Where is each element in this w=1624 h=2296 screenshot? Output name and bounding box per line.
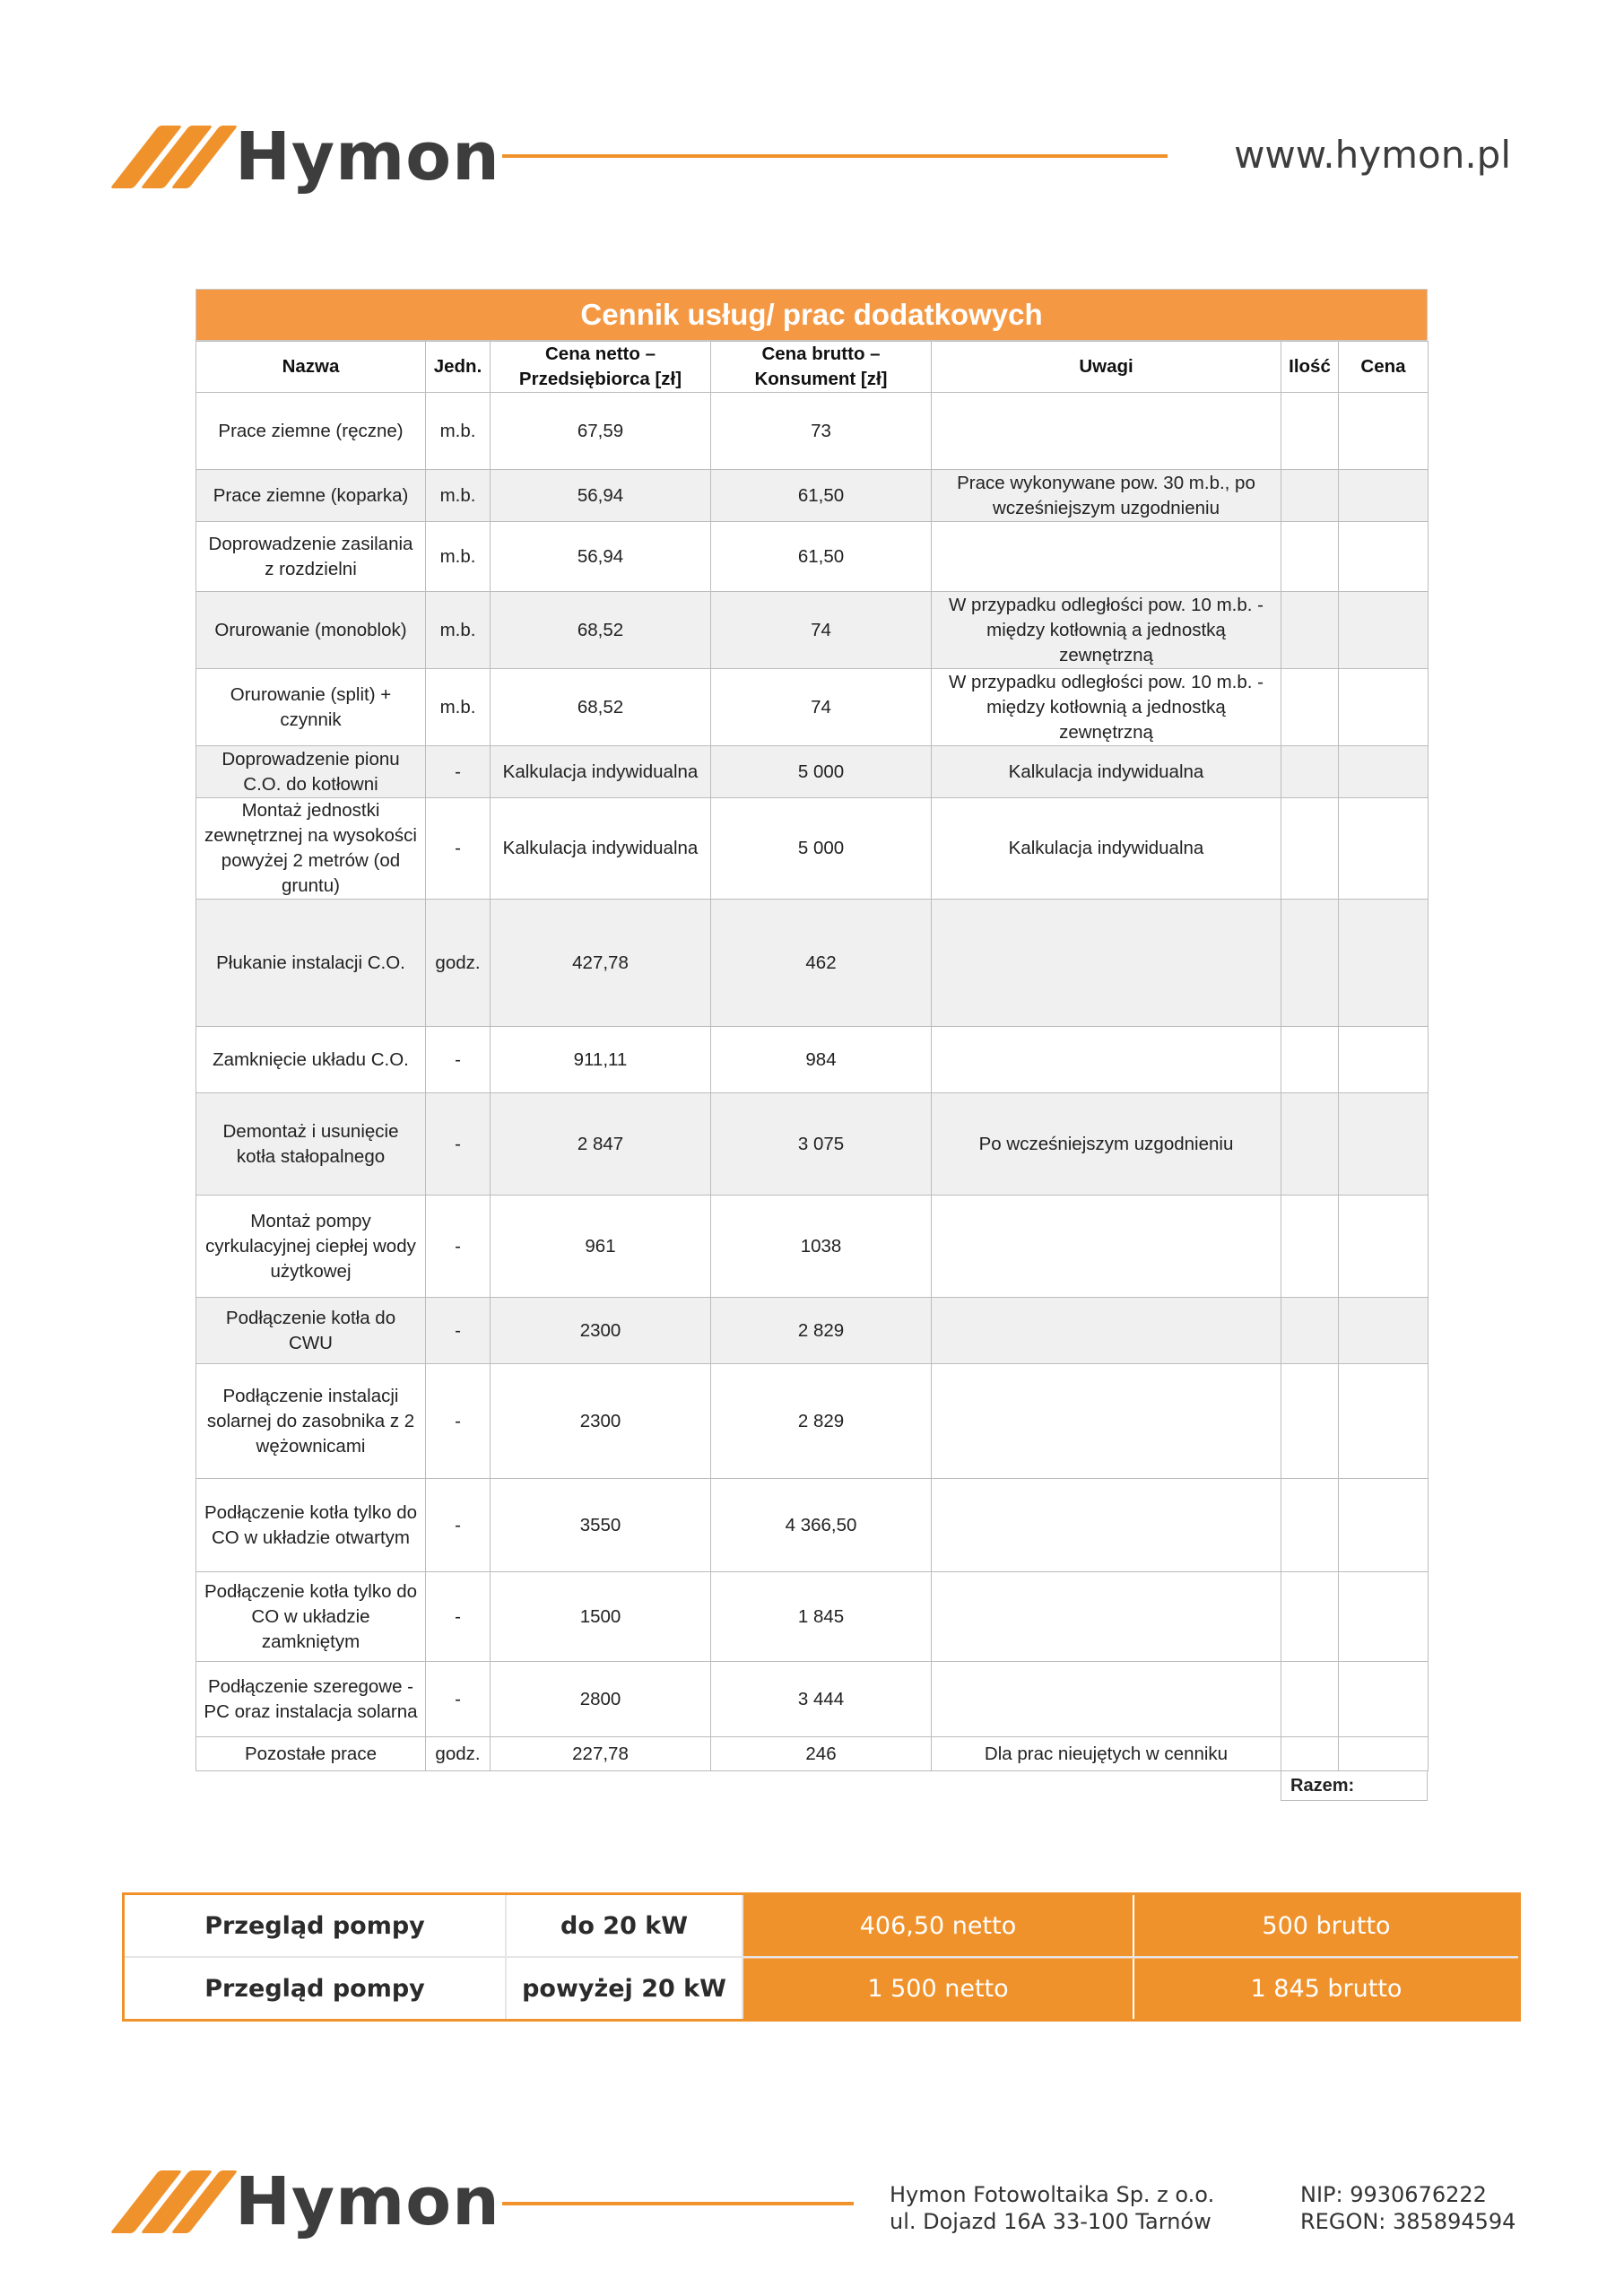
cell-price [1339,1479,1429,1572]
cell-name: Doprowadzenie pionu C.O. do kotłowni [196,746,426,798]
cell-notes: W przypadku odległości pow. 10 m.b. - między kotłownią a jednostką zewnętrzną [932,669,1281,746]
website-link[interactable]: www.hymon.pl [1234,133,1511,177]
table-row [196,900,1429,1027]
cell-gross: 1 845 [711,1572,932,1662]
cell-gross: 74 [711,592,932,669]
cell-price [1339,393,1429,470]
table-row [196,1572,1429,1662]
cell-qty [1281,470,1339,522]
table-row [196,1364,1429,1479]
cell-notes [932,900,1281,1027]
cell-notes: Kalkulacja indywidualna [932,746,1281,798]
footer-ids [1300,2181,1515,2235]
table-row [196,522,1429,592]
cell-name: Zamknięcie układu C.O. [196,1027,426,1093]
cell-gross: 2 829 [711,1364,932,1479]
cell-net: 1500 [491,1572,711,1662]
pump-review-table [122,1892,1521,2022]
col-header-gross: Cena brutto – Konsument [zł] [711,342,932,393]
cell-price [1339,592,1429,669]
cell-unit: m.b. [426,592,491,669]
cell-name: Podłączenie kotła tylko do CO w układzie zamkniętym [196,1572,426,1662]
col-header-price: Cena [1339,342,1429,393]
cell-net: 68,52 [491,669,711,746]
cell-gross: 5 000 [711,798,932,900]
table-row [196,393,1429,470]
cell-notes: Kalkulacja indywidualna [932,798,1281,900]
cell-unit: m.b. [426,470,491,522]
cell-unit: m.b. [426,393,491,470]
cell-price [1339,1298,1429,1364]
cell-gross: 61,50 [711,470,932,522]
cell-qty [1281,900,1339,1027]
total-label: Razem: [1281,1771,1428,1801]
cell-unit: m.b. [426,669,491,746]
table-row [196,1027,1429,1093]
cell-name: Doprowadzenie zasilania z rozdzielni [196,522,426,592]
table-row [196,746,1429,798]
cell-gross: 74 [711,669,932,746]
cell-name: Pozostałe prace [196,1737,426,1771]
cell-gross: 462 [711,900,932,1027]
price-table [195,341,1429,1771]
cell-name: Podłączenie kotła tylko do CO w układzie otwartym [196,1479,426,1572]
cell-qty [1281,1196,1339,1298]
cell-name: Montaż jednostki zewnętrznej na wysokości powyżej 2 metrów (od gruntu) [196,798,426,900]
footer-divider [502,2202,854,2205]
table-row [196,798,1429,900]
logo-stripes-icon [115,126,222,188]
cell-net: 911,11 [491,1027,711,1093]
cell-price [1339,470,1429,522]
cell-qty [1281,592,1339,669]
cell-notes [932,522,1281,592]
cell-unit: - [426,1027,491,1093]
review-gross-price: 500 brutto [1134,1895,1518,1956]
cell-unit: godz. [426,900,491,1027]
cell-notes [932,1298,1281,1364]
col-header-notes: Uwagi [932,342,1281,393]
cell-price [1339,669,1429,746]
pump-review-row [125,1956,1518,2019]
logo-wordmark: Hymon [235,118,500,196]
cell-price [1339,522,1429,592]
review-label: Przegląd pompy [125,1895,507,1956]
cell-gross: 3 444 [711,1662,932,1737]
table-row [196,1298,1429,1364]
table-row [196,1737,1429,1771]
cell-net: 2 847 [491,1093,711,1196]
pump-review-row [125,1895,1518,1956]
col-header-net: Cena netto – Przedsiębiorca [zł] [491,342,711,393]
cell-unit: m.b. [426,522,491,592]
cell-notes [932,1027,1281,1093]
cell-qty [1281,393,1339,470]
cell-name: Orurowanie (split) + czynnik [196,669,426,746]
col-header-unit: Jedn. [426,342,491,393]
cell-net: 2300 [491,1298,711,1364]
cell-gross: 246 [711,1737,932,1771]
cell-name: Podłączenie szeregowe - PC oraz instalacja solarna [196,1662,426,1737]
cell-notes [932,1572,1281,1662]
cell-notes: Dla prac nieujętych w cenniku [932,1737,1281,1771]
cell-net: 227,78 [491,1737,711,1771]
cell-unit: - [426,1662,491,1737]
cell-gross: 1038 [711,1196,932,1298]
table-row [196,1093,1429,1196]
cell-gross: 61,50 [711,522,932,592]
review-label: Przegląd pompy [125,1958,507,2019]
cell-price [1339,1364,1429,1479]
cell-unit: - [426,746,491,798]
cell-qty [1281,1298,1339,1364]
cell-price [1339,798,1429,900]
cell-gross: 3 075 [711,1093,932,1196]
cell-qty [1281,1364,1339,1479]
cell-gross: 2 829 [711,1298,932,1364]
cell-qty [1281,798,1339,900]
cell-net: 961 [491,1196,711,1298]
header-logo [115,118,500,196]
col-header-name: Nazwa [196,342,426,393]
cell-gross: 73 [711,393,932,470]
cell-net: 2800 [491,1662,711,1737]
cell-name: Montaż pompy cyrkulacyjnej ciepłej wody użytkowej [196,1196,426,1298]
cell-notes [932,1196,1281,1298]
cell-name: Demontaż i usunięcie kotła stałopalnego [196,1093,426,1196]
cell-price [1339,1093,1429,1196]
cell-price [1339,900,1429,1027]
header-divider [502,154,1168,158]
logo-stripes-icon [115,2170,222,2233]
review-net-price: 1 500 netto [743,1958,1134,2019]
cell-net: 68,52 [491,592,711,669]
cell-qty [1281,1662,1339,1737]
cell-qty [1281,1737,1339,1771]
cell-name: Prace ziemne (ręczne) [196,393,426,470]
cell-unit: - [426,1298,491,1364]
cell-net: 2300 [491,1364,711,1479]
cell-net: Kalkulacja indywidualna [491,798,711,900]
cell-qty [1281,1093,1339,1196]
cell-name: Płukanie instalacji C.O. [196,900,426,1027]
review-range: do 20 kW [507,1895,743,1956]
cell-gross: 4 366,50 [711,1479,932,1572]
company-address: ul. Dojazd 16A 33-100 Tarnów [890,2209,1211,2234]
cell-price [1339,1572,1429,1662]
cell-net: 427,78 [491,900,711,1027]
cell-name: Podłączenie kotła do CWU [196,1298,426,1364]
cell-price [1339,1196,1429,1298]
table-title: Cennik usług/ prac dodatkowych [195,289,1428,341]
company-name: Hymon Fotowoltaika Sp. z o.o. [890,2182,1215,2207]
cell-price [1339,1737,1429,1771]
cell-price [1339,746,1429,798]
cell-qty [1281,1027,1339,1093]
cell-notes: Po wcześniejszym uzgodnieniu [932,1093,1281,1196]
footer-logo [115,2163,500,2240]
cell-notes [932,1364,1281,1479]
table-row [196,470,1429,522]
cell-unit: - [426,798,491,900]
cell-name: Orurowanie (monoblok) [196,592,426,669]
table-row [196,592,1429,669]
company-nip: NIP: 9930676222 [1300,2182,1487,2207]
cell-notes: Prace wykonywane pow. 30 m.b., po wcześniejszym uzgodnieniu [932,470,1281,522]
cell-notes [932,1662,1281,1737]
review-gross-price: 1 845 brutto [1134,1958,1518,2019]
review-net-price: 406,50 netto [743,1895,1134,1956]
cell-qty [1281,522,1339,592]
cell-notes: W przypadku odległości pow. 10 m.b. - między kotłownią a jednostką zewnętrzną [932,592,1281,669]
cell-net: 3550 [491,1479,711,1572]
cell-net: 56,94 [491,470,711,522]
cell-price [1339,1027,1429,1093]
cell-unit: - [426,1093,491,1196]
table-row [196,669,1429,746]
logo-wordmark: Hymon [235,2163,500,2240]
cell-net: 56,94 [491,522,711,592]
cell-gross: 5 000 [711,746,932,798]
footer-company [890,2181,1214,2235]
price-list-table [195,289,1428,1801]
company-regon: REGON: 385894594 [1300,2209,1516,2234]
cell-price [1339,1662,1429,1737]
cell-unit: - [426,1196,491,1298]
table-row [196,1196,1429,1298]
cell-unit: godz. [426,1737,491,1771]
cell-qty [1281,1479,1339,1572]
cell-unit: - [426,1572,491,1662]
cell-net: Kalkulacja indywidualna [491,746,711,798]
cell-qty [1281,746,1339,798]
table-row [196,1479,1429,1572]
cell-qty [1281,1572,1339,1662]
cell-qty [1281,669,1339,746]
cell-notes [932,1479,1281,1572]
cell-gross: 984 [711,1027,932,1093]
cell-notes [932,393,1281,470]
cell-name: Prace ziemne (koparka) [196,470,426,522]
review-range: powyżej 20 kW [507,1958,743,2019]
cell-unit: - [426,1479,491,1572]
table-header-row [196,342,1429,393]
col-header-qty: Ilość [1281,342,1339,393]
cell-net: 67,59 [491,393,711,470]
table-row [196,1662,1429,1737]
cell-name: Podłączenie instalacji solarnej do zasobnika z 2 wężownicami [196,1364,426,1479]
cell-unit: - [426,1364,491,1479]
